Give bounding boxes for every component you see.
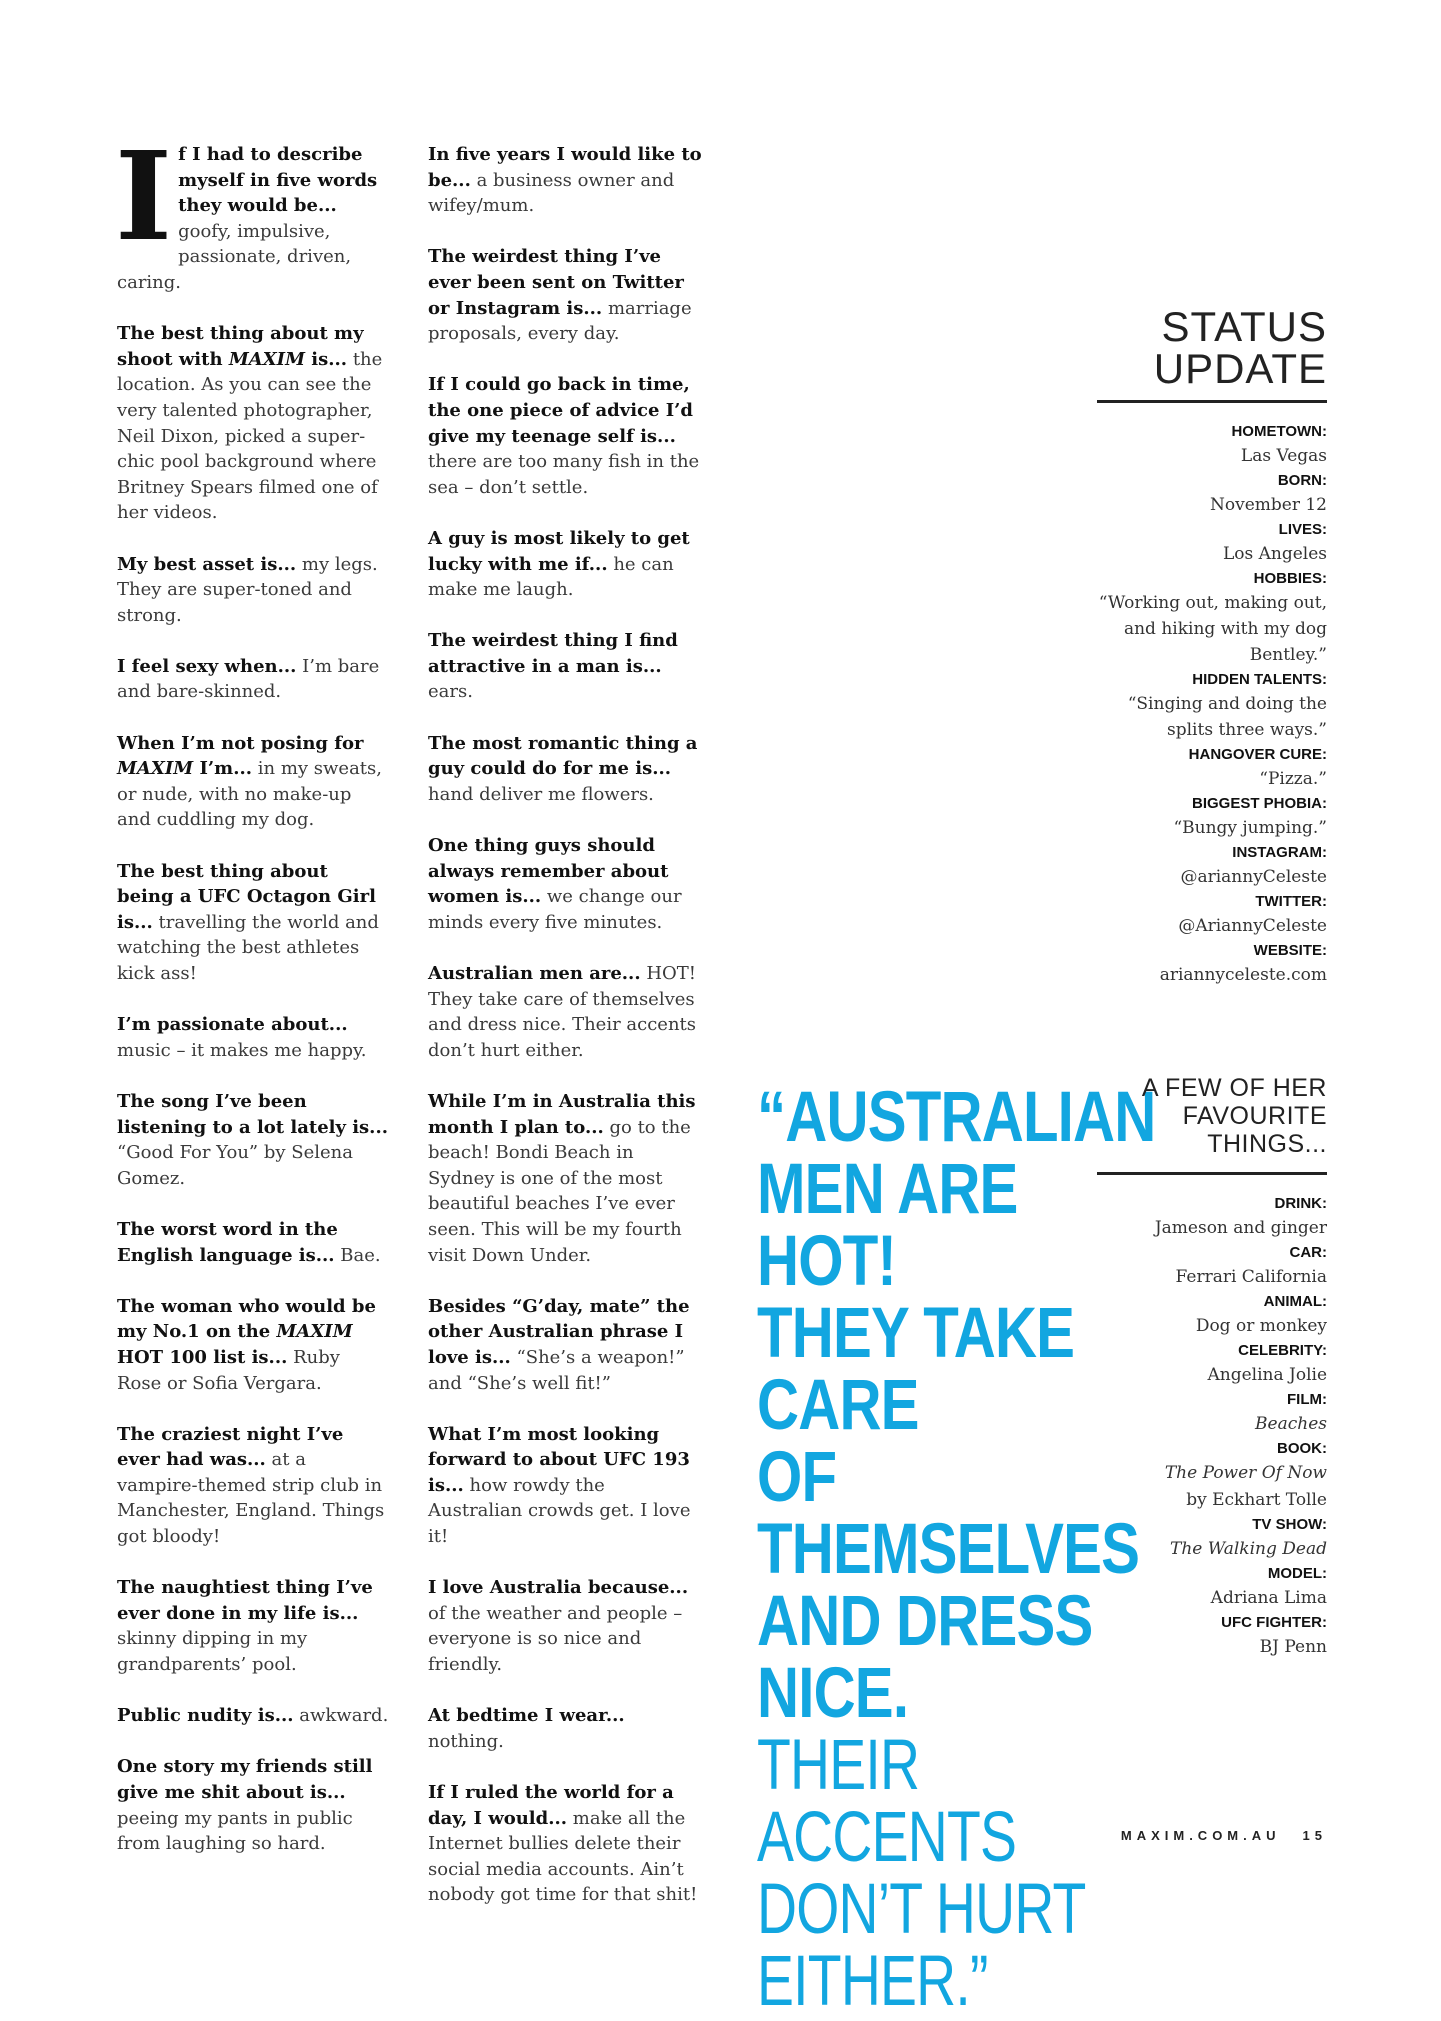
fact-label: INSTAGRAM:: [1232, 844, 1327, 861]
qa-item: [117, 552, 389, 629]
fav-value: The Walking Dead: [1169, 1539, 1327, 1559]
question: f I had to describe myself in five words they would be...: [178, 144, 378, 217]
answer: goofy, impulsive, passionate, driven, caring.: [117, 220, 352, 293]
fav-label: MODEL:: [1267, 1565, 1327, 1582]
fav-value: Jameson and ginger: [1154, 1218, 1327, 1238]
answer: HOT! They take care of themselves and dress nice. Their accents don’t hurt either.: [428, 963, 697, 1061]
question-rest: HOT 100 list is...: [117, 1346, 288, 1368]
question: The song I’ve been listening to a lot lately is...: [117, 1090, 388, 1138]
qa-item: [117, 1294, 389, 1396]
fact-value: Las Vegas: [1240, 446, 1327, 466]
qa-item: [428, 1089, 704, 1268]
pull-quote-line: MEN ARE HOT!: [757, 1150, 1018, 1301]
qa-item: [117, 1575, 389, 1677]
fav-label: ANIMAL:: [1263, 1293, 1327, 1310]
pull-quote-line: DON’T HURT: [757, 1870, 1086, 1949]
answer: “She’s a weapon!” and “She’s well fit!”: [428, 1346, 685, 1394]
fact-value: Los Angeles: [1222, 544, 1327, 564]
fact-value: “Pizza.”: [1259, 769, 1327, 789]
qa-item: [117, 1012, 389, 1063]
answer: Bae.: [340, 1244, 381, 1266]
fav-label: BOOK:: [1277, 1440, 1327, 1457]
fav-value-extra: by Eckhart Tolle: [1186, 1490, 1327, 1510]
fav-value: Dog or monkey: [1195, 1316, 1327, 1336]
pull-quote-line: AND DRESS NICE.: [757, 1582, 1093, 1733]
answer: make all the Internet bullies delete their social media accounts. Ain’t nobody got time for that shit!: [428, 1807, 698, 1906]
fav-value: BJ Penn: [1259, 1637, 1327, 1657]
page-footer: [1099, 1828, 1327, 1843]
status-divider: [1097, 400, 1327, 403]
pull-quote-line: THEY TAKE CARE: [757, 1294, 1075, 1445]
question: Besides “G’day, mate” the other Australian phrase I love is...: [428, 1295, 690, 1368]
answer: there are too many fish in the sea – don’t settle.: [428, 451, 700, 498]
answer: he can make me laugh.: [428, 553, 674, 601]
answer: we change our minds every five minutes.: [428, 886, 682, 933]
answer: in my sweats, or nude, with no make-up and cuddling my dog.: [117, 758, 383, 831]
fav-label: CAR:: [1289, 1244, 1327, 1261]
answer: hand deliver me flowers.: [428, 783, 654, 805]
fav-title-line3: THINGS...: [1207, 1130, 1327, 1158]
qa-item: [117, 1422, 389, 1550]
question-emphasis: MAXIM: [276, 1321, 353, 1343]
qa-item: [117, 1703, 389, 1729]
fav-label: FILM:: [1287, 1391, 1327, 1408]
fav-value: Ferrari California: [1175, 1267, 1327, 1287]
answer: go to the beach! Bondi Beach in Sydney is one of the most beautiful beaches I’ve ever seen. This will be my fourth visit Down Under.: [428, 1116, 691, 1266]
interview-column-left: [115, 124, 389, 1882]
qa-item: [428, 372, 704, 500]
status-title-line2: UPDATE: [1153, 345, 1327, 392]
question: A guy is most likely to get lucky with me if...: [428, 527, 690, 575]
qa-item: [428, 526, 704, 603]
fact-value: November 12: [1210, 495, 1327, 515]
question: At bedtime I wear...: [428, 1705, 625, 1727]
fact-label: BORN:: [1277, 472, 1327, 489]
question: What I’m most looking forward to about UFC 193 is...: [428, 1423, 690, 1496]
footer-site: MAXIM.COM.AU: [1120, 1828, 1281, 1843]
question: One story my friends still give me shit about is...: [117, 1756, 373, 1803]
fav-title-line2: FAVOURITE: [1182, 1102, 1327, 1130]
answer: how rowdy the Australian crowds get. I love it!: [428, 1474, 691, 1548]
dropcap: I: [115, 124, 173, 268]
status-update-box: [1097, 303, 1327, 989]
answer: music – it makes me happy.: [117, 1039, 367, 1061]
qa-item: [428, 628, 704, 705]
answer: Ruby Rose or Sofia Vergara.: [117, 1346, 340, 1394]
question: When I’m not posing for: [117, 732, 364, 754]
qa-item: [428, 142, 704, 219]
qa-item: [117, 1089, 389, 1191]
interview-column-right: [428, 142, 704, 1934]
question-rest: I’m...: [193, 758, 253, 780]
question: In five years I would like to be...: [428, 144, 702, 191]
fact-value: “Bungy jumping.”: [1173, 818, 1327, 838]
fav-label: DRINK:: [1274, 1195, 1327, 1212]
question: The best thing about being a UFC Octagon Girl is...: [117, 860, 376, 933]
question-rest: is...: [305, 348, 348, 370]
page-number: 15: [1302, 1828, 1327, 1843]
pull-quote-line: OF THEMSELVES: [757, 1438, 1140, 1589]
qa-item: [428, 1575, 704, 1677]
fact-value: ariannyceleste.com: [1159, 965, 1327, 985]
question: One thing guys should always remember about women is...: [428, 835, 669, 908]
fact-value: @AriannyCeleste: [1178, 916, 1327, 936]
question: The naughtiest thing I’ve ever done in my life is...: [117, 1577, 373, 1624]
fact-value: “Singing and doing the splits three ways.”: [1127, 694, 1327, 740]
qa-item: [117, 1754, 389, 1856]
pull-quote-line: EITHER.”: [757, 1942, 988, 2021]
qa-item: [117, 654, 389, 705]
qa-item: [117, 1217, 389, 1268]
qa-item: [428, 1703, 704, 1754]
question: While I’m in Australia this month I plan to...: [428, 1090, 696, 1138]
answer: marriage proposals, every day.: [428, 297, 692, 345]
answer: travelling the world and watching the best athletes kick ass!: [117, 911, 379, 984]
question: I feel sexy when...: [117, 655, 297, 677]
question: Public nudity is...: [117, 1705, 294, 1727]
answer: skinny dipping in my grandparents’ pool.: [117, 1628, 308, 1676]
qa-item: [428, 961, 704, 1063]
fav-label: UFC FIGHTER:: [1221, 1614, 1327, 1631]
fact-label: TWITTER:: [1255, 893, 1327, 910]
favourites-box: [1097, 1074, 1327, 1661]
answer: a business owner and wifey/mum.: [428, 169, 675, 217]
fav-divider: [1097, 1172, 1327, 1175]
fav-title-line1: A FEW OF HER: [1141, 1074, 1327, 1102]
question: The best thing about my shoot with: [117, 323, 364, 370]
status-title-line1: STATUS: [1161, 303, 1327, 350]
question: The most romantic thing a guy could do for me is...: [428, 732, 698, 780]
intro-qa: [115, 124, 389, 296]
qa-item: [428, 1422, 704, 1550]
question: My best asset is...: [117, 553, 297, 575]
question: If I could go back in time, the one piece of advice I’d give my teenage self is...: [428, 374, 693, 447]
answer: the location. As you can see the very talented photographer, Neil Dixon, picked a super-chic pool background where Britney Spears filmed one of her videos.: [117, 348, 383, 524]
question: The weirdest thing I’ve ever been sent on Twitter or Instagram is...: [428, 246, 684, 319]
fact-label: WEBSITE:: [1253, 942, 1327, 959]
question: The craziest night I’ve ever had was...: [117, 1423, 344, 1471]
question: Australian men are...: [428, 963, 641, 984]
question: If I ruled the world for a day, I would...: [428, 1782, 674, 1829]
fact-label: HOMETOWN:: [1231, 423, 1327, 440]
pull-quote: [757, 1078, 1156, 2021]
fact-value: @ariannyCeleste: [1180, 867, 1327, 887]
qa-item: [117, 321, 389, 526]
question: I’m passionate about...: [117, 1014, 348, 1036]
answer: “Good For You” by Selena Gomez.: [117, 1142, 353, 1189]
fact-value: “Working out, making out, and hiking with my dog Bentley.”: [1098, 593, 1327, 665]
fact-label: HANGOVER CURE:: [1188, 746, 1327, 763]
fav-value: The Power Of Now: [1164, 1463, 1327, 1483]
qa-item: [117, 859, 389, 987]
question-emphasis: MAXIM: [117, 758, 194, 780]
qa-item: [428, 1294, 704, 1396]
fact-label: BIGGEST PHOBIA:: [1191, 795, 1327, 812]
answer: awkward.: [299, 1705, 389, 1727]
pull-quote-line: THEIR ACCENTS: [757, 1726, 1017, 1877]
question: I love Australia because...: [428, 1577, 689, 1599]
answer: of the weather and people – everyone is so nice and friendly.: [428, 1602, 683, 1676]
fav-value: Angelina Jolie: [1207, 1365, 1327, 1385]
fav-value: Adriana Lima: [1210, 1588, 1327, 1608]
qa-item: [117, 731, 389, 833]
question: The woman who would be my No.1 on the: [117, 1295, 376, 1343]
question-emphasis: MAXIM: [228, 348, 306, 370]
answer: nothing.: [428, 1730, 504, 1752]
qa-item: [428, 1780, 704, 1908]
qa-item: [428, 244, 704, 346]
fact-label: HIDDEN TALENTS:: [1192, 671, 1327, 688]
question: The weirdest thing I find attractive in a man is...: [428, 630, 678, 677]
fav-label: TV SHOW:: [1252, 1516, 1327, 1533]
answer: at a vampire-themed strip club in Manchester, England. Things got bloody!: [117, 1449, 385, 1548]
fact-label: HOBBIES:: [1253, 570, 1327, 587]
fav-label: CELEBRITY:: [1238, 1342, 1327, 1359]
fav-value: Beaches: [1255, 1414, 1327, 1434]
qa-item: [428, 731, 704, 808]
pull-quote-line: “AUSTRALIAN: [757, 1078, 1156, 1157]
answer: ears.: [428, 681, 473, 703]
qa-item: [428, 833, 704, 935]
question: The worst word in the English language is...: [117, 1218, 338, 1266]
fact-label: LIVES:: [1278, 521, 1327, 538]
answer: peeing my pants in public from laughing so hard.: [117, 1807, 353, 1855]
answer: my legs. They are super-toned and strong.: [117, 553, 378, 626]
answer: I’m bare and bare-skinned.: [117, 655, 380, 703]
